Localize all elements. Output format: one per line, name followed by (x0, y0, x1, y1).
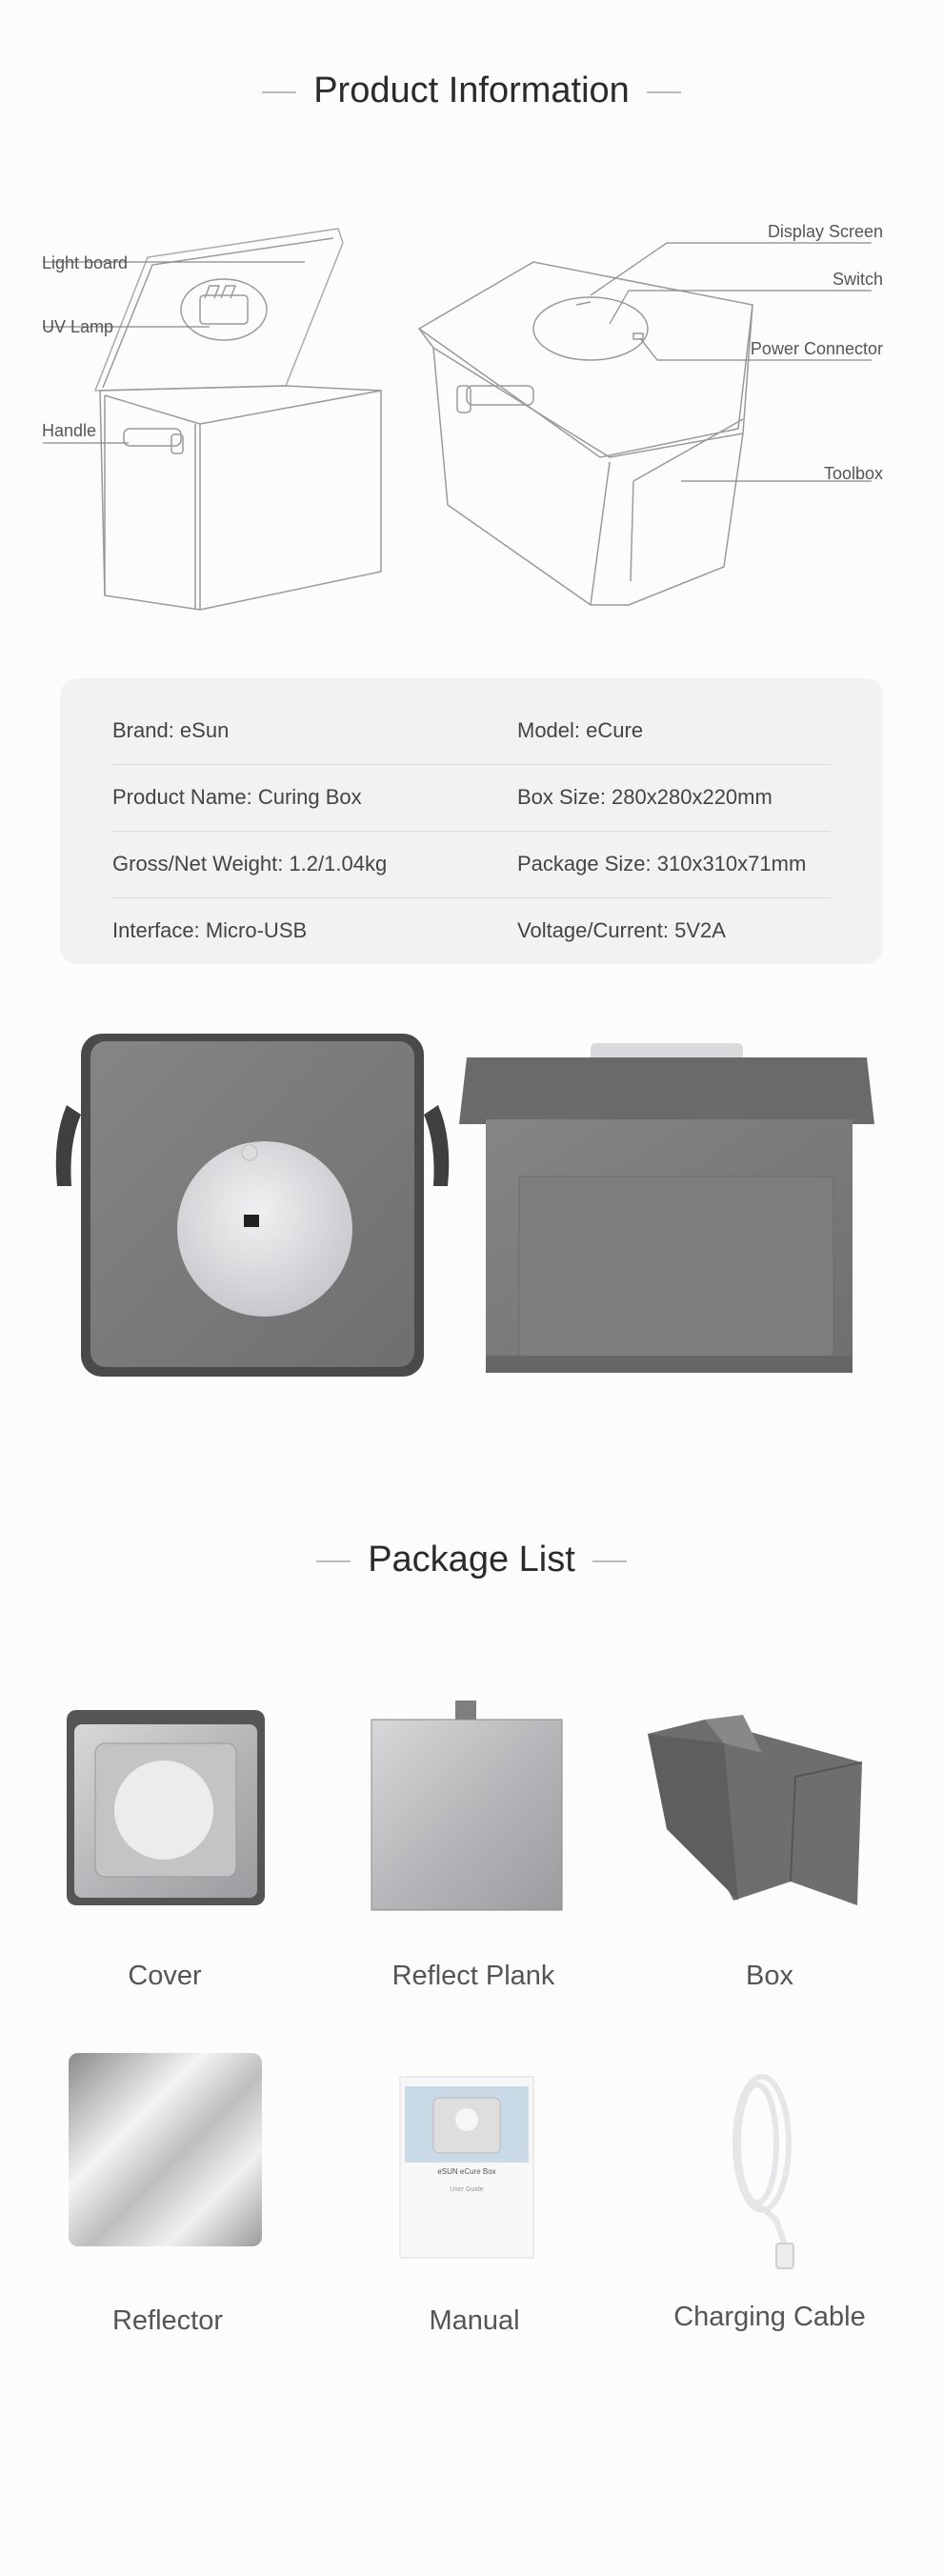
open-box-drawing (95, 229, 381, 610)
charging-cable-image (735, 2077, 793, 2268)
box-front-view-photo (459, 1043, 874, 1373)
spec-row (112, 697, 831, 765)
package-items-images (0, 1686, 943, 2315)
callout-handle: Handle (42, 421, 97, 440)
callout-light-board: Light board (42, 253, 129, 272)
callout-display-screen: Display Screen (767, 222, 883, 241)
spec-weight: Gross/Net Weight: 1.2/1.04kg (112, 852, 388, 875)
package-item-manual: Manual (429, 2305, 520, 2336)
callout-uv-lamp: UV Lamp (42, 317, 114, 336)
spec-row (112, 897, 831, 964)
product-line-drawing (0, 191, 943, 638)
box-top-view-photo (56, 1034, 450, 1377)
folded-box-image (648, 1715, 862, 1905)
package-item-box: Box (746, 1961, 793, 1991)
closed-box-drawing (419, 262, 752, 605)
title-dash-left (316, 1560, 351, 1562)
package-item-charging-cable: Charging Cable (673, 2302, 866, 2332)
spec-box-size: Box Size: 280x280x220mm (517, 785, 772, 809)
title-dash-right (647, 91, 681, 93)
callout-switch: Switch (832, 270, 883, 289)
cover-image (67, 1710, 265, 1905)
reflector-image (69, 2053, 262, 2246)
manual-cover-title: eSUN eCure Box (437, 2167, 496, 2176)
spec-interface: Interface: Micro-USB (112, 918, 308, 942)
callout-toolbox: Toolbox (823, 464, 883, 483)
spec-brand: Brand: eSun (112, 718, 230, 742)
package-list-title-row (0, 1540, 943, 1580)
spec-row (112, 764, 831, 832)
callout-power-connector: Power Connector (750, 339, 883, 358)
title-dash-left (262, 91, 296, 93)
spec-row (112, 831, 831, 898)
spec-voltage: Voltage/Current: 5V2A (517, 918, 726, 942)
package-item-reflect-plank: Reflect Plank (391, 1961, 555, 1991)
product-info-title-row (0, 70, 943, 111)
spec-package-size: Package Size: 310x310x71mm (517, 852, 807, 875)
product-photos (0, 1015, 943, 1396)
spec-model: Model: eCure (517, 718, 644, 742)
reflect-plank-image (371, 1701, 562, 1910)
spec-product-name: Product Name: Curing Box (112, 785, 362, 809)
spec-card (60, 678, 883, 964)
package-list-title: Package List (368, 1540, 575, 1580)
package-item-reflector: Reflector (111, 2305, 224, 2336)
product-info-title: Product Information (313, 70, 630, 111)
manual-cover-subtitle: User Guide (450, 2186, 484, 2193)
package-item-cover: Cover (128, 1961, 202, 1991)
title-dash-right (592, 1560, 627, 1562)
